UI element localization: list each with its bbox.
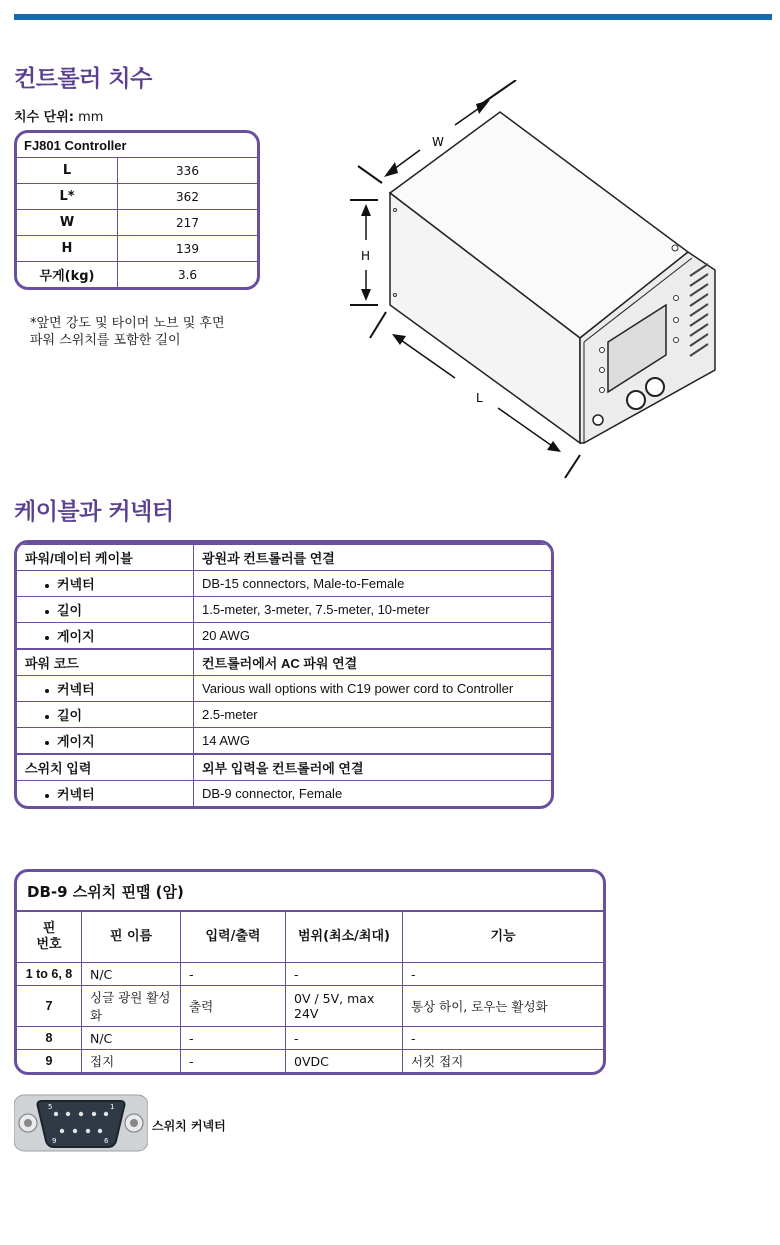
pin-row [17,1027,603,1050]
section-title-dimensions: 컨트롤러 치수 [14,66,152,92]
cable-value: 외부 입력을 컨트롤러에 연결 [194,754,552,781]
cable-group-row [17,649,551,676]
unit-line [14,106,103,125]
cable-label [17,571,194,597]
cable-label-text: 길이 [57,708,83,723]
bullet-icon [45,794,49,798]
dimension-key: 무게(kg) [17,262,118,288]
cable-value: 20 AWG [194,623,552,650]
pin-function: - [403,1027,604,1050]
pin-range: - [286,963,403,986]
pin-io: - [181,1050,286,1073]
dimension-value: 3.6 [118,262,258,288]
bullet-icon [45,715,49,719]
pin-name: 접지 [82,1050,181,1073]
db9-connector-image [14,1093,148,1153]
knob-1 [627,391,645,409]
pin-row [17,986,603,1027]
dimensions-table [14,130,260,290]
bullet-icon [45,584,49,588]
cable-label-text: 커넥터 [57,787,95,802]
label-l: L [476,391,483,405]
dimension-row [17,158,257,184]
cable-value: 2.5-meter [194,702,552,728]
note-line-2: 파워 스위치를 포함한 길이 [30,333,181,348]
bullet-icon [45,689,49,693]
cable-label: 파워/데이터 케이블 [25,551,133,566]
pin-range: 0VDC [286,1050,403,1073]
pin-label-6: 6 [104,1137,109,1145]
cable-spec-row [17,623,551,650]
pin-name: N/C [82,963,181,986]
col-pin-number-line2: 번호 [36,937,62,952]
pinmap-table [14,869,606,1075]
cable-spec-row [17,702,551,728]
cable-value: DB-15 connectors, Male-to-Female [194,571,552,597]
dimension-value: 217 [118,210,258,236]
pinmap-title: DB-9 스위치 핀맵 (암) [27,883,184,901]
pin-number: 1 to 6, 8 [17,963,82,986]
cable-label [17,676,194,702]
cable-label: 스위치 입력 [17,754,194,781]
cable-spec-row [17,781,551,807]
pin-function: 서킷 접지 [403,1050,604,1073]
col-pin-name: 핀 이름 [82,911,181,963]
cable-value: 14 AWG [194,728,552,755]
pin-number: 8 [17,1027,82,1050]
cable-value: 광원과 컨트롤러를 연결 [194,544,552,571]
dimension-row [17,262,257,288]
pin-number: 9 [17,1050,82,1073]
bullet-icon [45,610,49,614]
top-accent-bar [14,14,772,20]
cable-group-row [17,754,551,781]
pin-label-1: 1 [110,1103,115,1111]
dimension-row [17,210,257,236]
pin-row [17,963,603,986]
cable-label [17,623,194,650]
col-pin-number-line1: 핀 [42,921,56,936]
col-function: 기능 [403,911,604,963]
pin-label-5: 5 [48,1103,53,1111]
label-h: H [361,249,371,263]
dimension-value: 362 [118,184,258,210]
cables-table [14,540,554,809]
cable-label [17,728,194,755]
cable-spec-row [17,597,551,623]
dimensions-table-title: FJ801 Controller [24,138,127,153]
pin-io: - [181,1027,286,1050]
dimension-row [17,184,257,210]
cable-label [17,597,194,623]
bullet-icon [45,636,49,640]
pin-number: 7 [17,986,82,1027]
bullet-icon [45,741,49,745]
pin-name: N/C [82,1027,181,1050]
cable-value: Various wall options with C19 power cord to Controller [194,676,552,702]
dimensions-note [30,315,225,349]
unit-label: 치수 단위: [14,110,74,125]
pin-range: - [286,1027,403,1050]
cable-label-text: 길이 [57,603,83,618]
pin-function: 통상 하이, 로우는 활성화 [403,986,604,1027]
power-switch [593,415,603,425]
col-pin-number [17,911,82,963]
cable-group-row [17,544,551,571]
pin-row [17,1050,603,1073]
cable-value: 1.5-meter, 3-meter, 7.5-meter, 10-meter [194,597,552,623]
dimension-value: 336 [118,158,258,184]
dimension-key: L [17,158,118,184]
cable-label-text: 커넥터 [57,577,95,592]
unit-value: mm [78,110,104,125]
cable-value: 컨트롤러에서 AC 파워 연결 [194,649,552,676]
cable-label [17,702,194,728]
cable-spec-row [17,571,551,597]
pin-range: 0V / 5V, max 24V [286,986,403,1027]
pin-io: - [181,963,286,986]
connector-label: 스위치 커넥터 [152,1119,226,1133]
note-line-1: *앞면 강도 및 타이머 노브 및 후면 [30,316,225,331]
cable-label-text: 게이지 [57,629,95,644]
pin-function: - [403,963,604,986]
section-title-cables: 케이블과 커넥터 [14,499,174,525]
dimension-key: L* [17,184,118,210]
controller-dimension-diagram [340,80,760,480]
cable-spec-row [17,676,551,702]
dimension-key: W [17,210,118,236]
dimension-row [17,236,257,262]
cable-value: DB-9 connector, Female [194,781,552,807]
col-io: 입력/출력 [181,911,286,963]
cable-label: 파워 코드 [17,649,194,676]
knob-2 [646,378,664,396]
label-w: W [432,135,444,149]
pin-io: 출력 [181,986,286,1027]
pin-label-9: 9 [52,1137,57,1145]
cable-label-text: 커넥터 [57,682,95,697]
cable-spec-row [17,728,551,755]
col-range: 범위(최소/최대) [286,911,403,963]
pin-name: 싱글 광원 활성화 [82,986,181,1027]
cable-label-text: 게이지 [57,734,95,749]
dimension-value: 139 [118,236,258,262]
dimension-key: H [17,236,118,262]
cable-label [17,781,194,807]
